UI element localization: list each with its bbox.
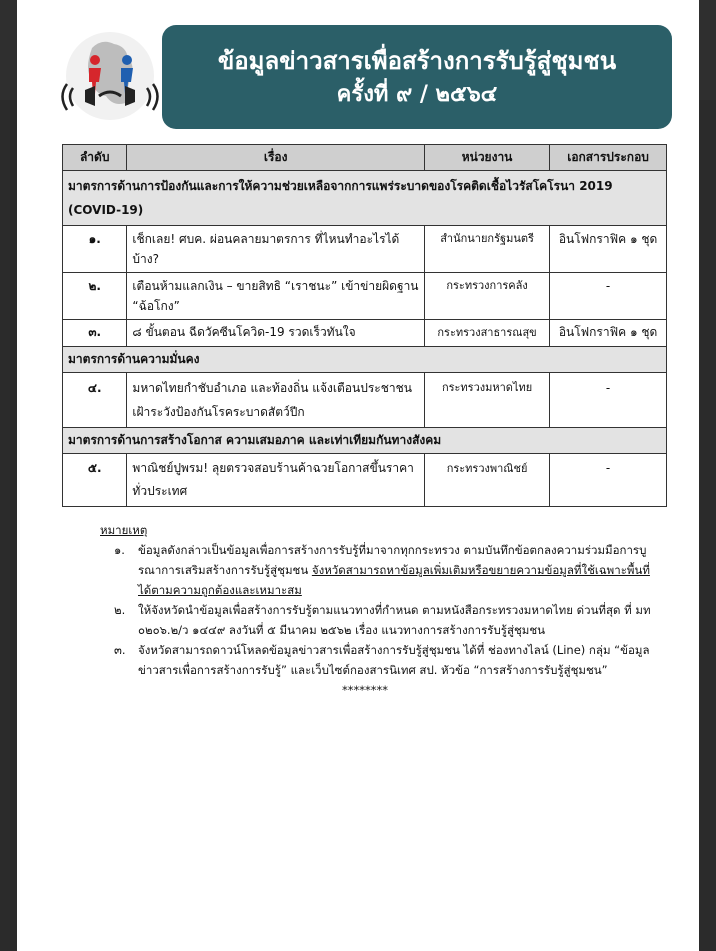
row-subject: พาณิชย์ปูพรม! ลุยตรวจสอบร้านค้าฉวยโอกาสขึ้นราคาทั่วประเทศ (127, 454, 425, 507)
note-number: ๒. (114, 603, 126, 617)
note-item (114, 640, 660, 680)
row-agency: กระทรวงสาธารณสุข (424, 320, 549, 347)
row-agency: กระทรวงพาณิชย์ (424, 454, 549, 507)
notes-section (70, 520, 660, 700)
category-row (63, 171, 667, 226)
category-row (63, 347, 667, 373)
category-covid: มาตรการด้านการป้องกันและการให้ความช่วยเหลือจากการแพร่ระบาดของโรคติดเชื้อไวรัสโคโรนา 2019 (COVID-19) (63, 171, 667, 226)
info-table (62, 144, 667, 507)
row-no: ๒. (63, 273, 127, 320)
note-item (114, 540, 660, 600)
note-text: ให้จังหวัดนำข้อมูลเพื่อสร้างการรับรู้ตามแนวทางที่กำหนด ตามหนังสือกระทรวงมหาดไทย ด่วนที่สุด ที่ มท ๐๒๐๖.๒/ว ๑๔๔๙ ลงวันที่ ๕ มีนาคม ๒๕๖๒ เรื่อง แนวทางการสร้างการรับรู้สู่ชุมชน (138, 603, 651, 637)
row-subject: เตือนห้ามแลกเงิน – ขายสิทธิ “เราชนะ” เข้าข่ายผิดฐาน “ฉ้อโกง” (127, 273, 425, 320)
row-subject: เช็กเลย! ศบค. ผ่อนคลายมาตรการ ที่ไหนทำอะไรได้บ้าง? (127, 226, 425, 273)
note-text: จังหวัดสามารถดาวน์โหลดข้อมูลข่าวสารเพื่อสร้างการรับรู้สู่ชุมชน ได้ที่ ช่องทางไลน์ (Line) กลุ่ม “ข้อมูลข่าวสารเพื่อการสร้างการรับรู้” และเว็บไซต์กองสารนิเทศ สป. หัวข้อ “การสร้างการรับรู้สู่ชุมชน” (138, 643, 650, 677)
category-row (63, 428, 667, 454)
community-logo-icon (47, 30, 173, 126)
col-header-agency: หน่วยงาน (424, 145, 549, 171)
col-header-subject: เรื่อง (127, 145, 425, 171)
end-mark: ******** (342, 683, 388, 697)
row-doc: - (550, 273, 667, 320)
table-row (63, 273, 667, 320)
col-header-doc: เอกสารประกอบ (550, 145, 667, 171)
note-text-part: ข้อมูลดังกล่าวเป็นข้อมูลเพื่อการสร้างการรับรู้ที่มาจากทุกกระทรวง ตามบันทึกข้อตกลงความร่วมมือการบูรณาการเสริมสร้างการรับรู้สู่ชุมชน (138, 543, 647, 577)
row-doc: อินโฟกราฟิค ๑ ชุด (550, 320, 667, 347)
row-no: ๕. (63, 454, 127, 507)
note-text (138, 540, 660, 600)
row-no: ๑. (63, 226, 127, 273)
row-agency: กระทรวงการคลัง (424, 273, 549, 320)
row-no: ๔. (63, 373, 127, 428)
note-number: ๓. (114, 643, 126, 657)
table-row (63, 226, 667, 273)
header-banner (162, 25, 672, 129)
note-text-underlined: จังหวัดสามารถหาข้อมูลเพิ่มเติมหรือขยายความข้อมูลที่ใช้เฉพาะพื้นที่ได้ตามความถูกต้องและเหมาะสม (138, 563, 650, 597)
row-subject: มหาดไทยกำชับอำเภอ และท้องถิ่น แจ้งเตือนประชาชนเฝ้าระวังป้องกันโรคระบาดสัตว์ปีก (127, 373, 425, 428)
row-agency: กระทรวงมหาดไทย (424, 373, 549, 428)
row-no: ๓. (63, 320, 127, 347)
document-issue: ครั้งที่ ๙ / ๒๕๖๔ (336, 81, 498, 107)
document-title: ข้อมูลข่าวสารเพื่อสร้างการรับรู้สู่ชุมชน (217, 46, 617, 75)
row-doc: อินโฟกราฟิค ๑ ชุด (550, 226, 667, 273)
note-item (114, 600, 660, 640)
table-row (63, 454, 667, 507)
row-agency: สำนักนายกรัฐมนตรี (424, 226, 549, 273)
table-row (63, 373, 667, 428)
row-subject: ๘ ขั้นตอน ฉีดวัคซีนโควิด-19 รวดเร็วทันใจ (127, 320, 425, 347)
category-security: มาตรการด้านความมั่นคง (63, 347, 667, 373)
note-number: ๑. (114, 543, 125, 557)
row-doc: - (550, 454, 667, 507)
notes-heading: หมายเหตุ (100, 523, 148, 537)
row-doc: - (550, 373, 667, 428)
table-row (63, 320, 667, 347)
col-header-no: ลำดับ (63, 145, 127, 171)
category-equality: มาตรการด้านการสร้างโอกาส ความเสมอภาค และเท่าเทียมกันทางสังคม (63, 428, 667, 454)
table-header-row (63, 145, 667, 171)
